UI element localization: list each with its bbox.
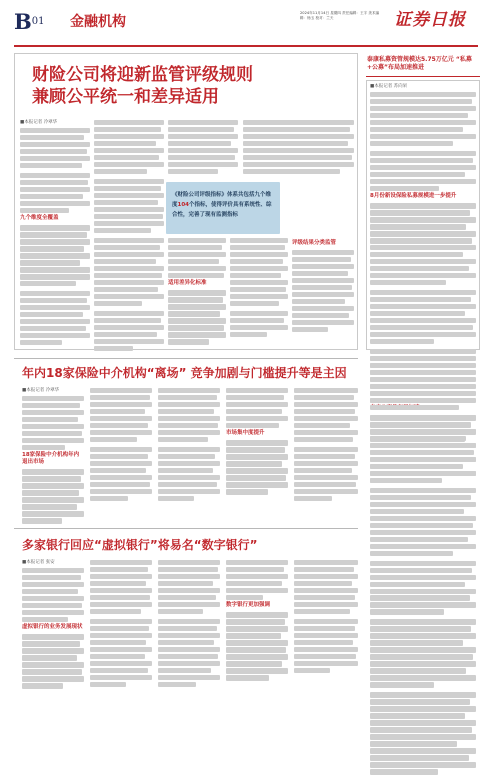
lead-title-line-2: 兼顾公平统一和差异适用 <box>32 87 219 107</box>
lead-subhead-1: 九个维度全覆盖 <box>20 215 59 222</box>
page-number <box>14 10 44 34</box>
article-3-column-5 <box>294 560 358 694</box>
dateline: 2024年11月14日 星期四 责任编辑：王宇 美术编辑：杨玉 校对：兰天 <box>300 11 380 21</box>
lead-column-4-bottom <box>230 238 288 346</box>
side-byline: ■本报记者 苏向杲 <box>370 84 408 89</box>
article-2-column-1 <box>22 388 84 520</box>
side-article-title: 泰康私募资管规模达5.75万亿元 “私募+公募”布局加速推进 <box>367 56 472 71</box>
article-2-column-3 <box>158 388 220 520</box>
pull-quote-highlight: 104 <box>177 202 189 208</box>
pull-quote-text <box>172 190 276 220</box>
article-2-rule <box>14 358 358 359</box>
masthead-logo: 证券日报 <box>394 10 466 30</box>
article-3-rule <box>14 528 358 529</box>
page-number-digits: 01 <box>31 16 45 27</box>
header-rule <box>14 45 478 47</box>
lead-title-line-1: 财险公司将迎新监管评级规则 <box>32 65 253 85</box>
article-3-byline: ■本报记者 张安 <box>22 560 55 565</box>
side-subhead-1: 8月份新设保险私募规模进一步提升 <box>370 193 457 200</box>
lead-column-3-bottom <box>168 238 226 346</box>
article-3-column-4 <box>226 560 288 694</box>
lead-column-3-top <box>168 120 238 180</box>
lead-column-5-top <box>292 120 354 180</box>
lead-column-2 <box>94 120 164 346</box>
article-3-column-2 <box>90 560 152 694</box>
page-header <box>0 0 484 48</box>
article-3-subhead-1: 虚拟银行的业务发展现状 <box>22 624 83 631</box>
article-2-column-4 <box>226 388 288 520</box>
article-2-column-2 <box>90 388 152 520</box>
article-2-byline: ■本报记者 冷翠华 <box>22 388 60 393</box>
article-2-subhead-2: 市场集中度提升 <box>226 430 265 437</box>
section-title: 金融机构 <box>70 14 126 30</box>
page-letter: B <box>14 9 32 34</box>
pull-quote-pre: 《财险公司评级指标》体系共包括九个维度 <box>172 192 272 208</box>
article-2-title: 年内18家保险中介机构“离场” 竞争加剧与门槛提升等是主因 <box>22 366 347 380</box>
article-3-column-1 <box>22 560 84 694</box>
pull-quote <box>166 182 280 234</box>
side-article-rule <box>366 76 480 77</box>
lead-subhead-3: 评级结果分类监管 <box>292 240 337 246</box>
article-3-subhead-2: 数字银行更加强调 <box>226 602 271 609</box>
lead-article-title <box>32 64 253 108</box>
side-article-column <box>370 84 476 346</box>
lead-column-5 <box>292 238 354 346</box>
side-article-continuation <box>370 356 476 694</box>
article-3-title: 多家银行回应“虚拟银行”将易名“数字银行” <box>22 538 258 552</box>
lead-column-1 <box>20 120 90 346</box>
pull-quote-post: 个指标，使得评价具有系统性、综合性，完善了现有监测指标 <box>172 202 272 218</box>
lead-byline: ■本报记者 冷翠华 <box>20 120 58 125</box>
lead-subhead-2: 适用差异化标准 <box>168 280 207 287</box>
article-2-column-5 <box>294 388 358 520</box>
article-2-subhead-1: 18家保险中介机构年内退出市场 <box>22 452 80 466</box>
article-3-column-3 <box>158 560 220 694</box>
